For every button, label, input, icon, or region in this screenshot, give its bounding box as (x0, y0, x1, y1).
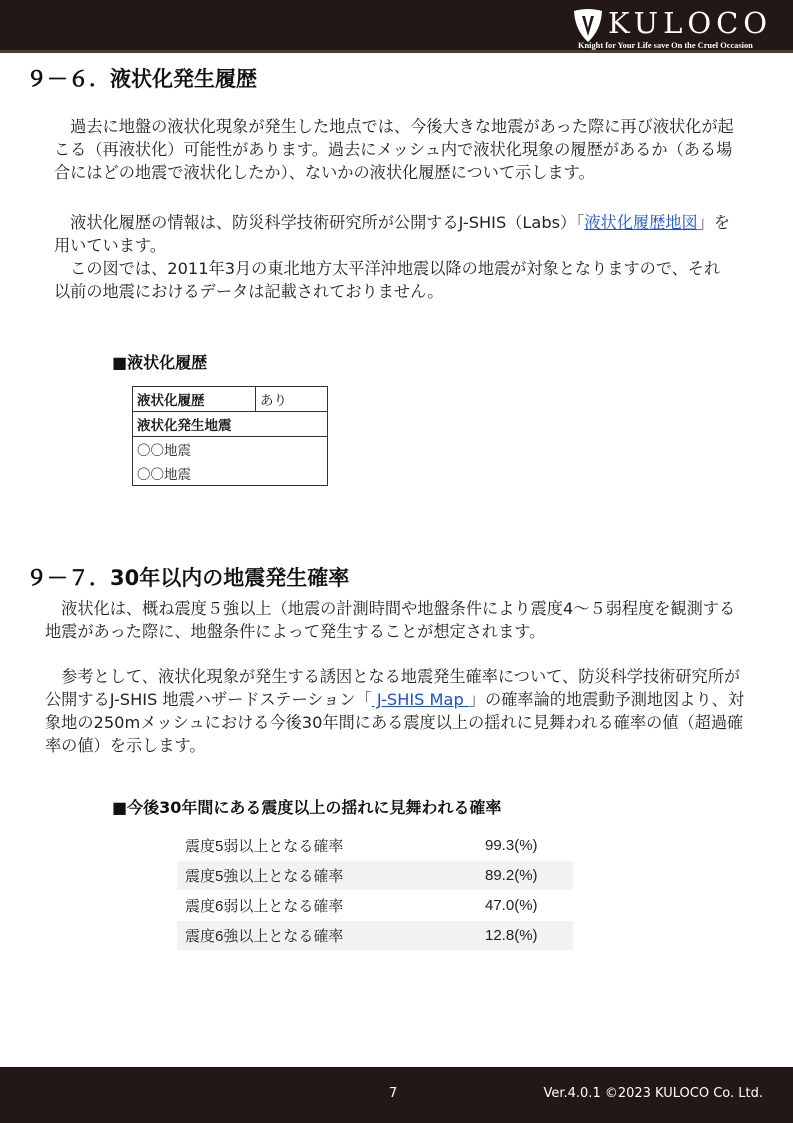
history-label: 液状化履歴 (133, 387, 256, 412)
section-9-6-paragraph-2 (54, 211, 734, 257)
copyright: Ver.4.0.1 ©2023 KULOCO Co. Ltd. (543, 1086, 763, 1101)
table-row (133, 461, 328, 486)
probability-value: 47.0(%) (477, 891, 573, 921)
brand-name: KULOCO (608, 6, 773, 40)
section-9-6-paragraph-1: 過去に地盤の液状化現象が発生した地点では、今後大きな地震があった際に再び液状化が起こる（再液状化）可能性があります。過去にメッシュ内で液状化現象の履歴があるか（ある場合にはどの地震で液状化したか）、ないかの液状化履歴について示します。 (54, 117, 734, 182)
probability-label: 震度5弱以上となる確率 (177, 831, 477, 861)
liquefaction-history-table (132, 386, 328, 486)
paragraph-2-text-after: 」の確率論的地震動予測地図より、対象地の250mメッシュにおける今後30年間にある震度以上の揺れに見舞われる確率の値（超過確率の値）を示します。 (45, 690, 745, 755)
quake-item: 〇〇地震 (133, 437, 328, 462)
table-row (177, 861, 573, 891)
quake-label: 液状化発生地震 (133, 412, 328, 437)
probability-table-title: ■今後30年間にある震度以上の揺れに見舞われる確率 (112, 798, 502, 817)
quake-item: 〇〇地震 (133, 461, 328, 486)
section-9-7-title: ９－７．30年以内の地震発生確率 (26, 566, 350, 590)
probability-label: 震度6強以上となる確率 (177, 921, 477, 951)
paragraph-2-text-before: 参考として、液状化現象が発生する誘因となる地震発生確率について、防災科学技術研究所が公開するJ-SHIS 地震ハザードステーション「 (45, 667, 741, 709)
table-row (177, 831, 573, 861)
jshis-map-link[interactable]: J-SHIS Map (371, 690, 469, 709)
paragraph-2-text-before: 液状化履歴の情報は、防災科学技術研究所が公開するJ-SHIS（Labs）「 (54, 213, 585, 232)
table-row (133, 412, 328, 437)
table-row (133, 437, 328, 462)
section-9-6-title: ９－６．液状化発生履歴 (26, 67, 257, 91)
table-row (133, 387, 328, 412)
history-value: あり (256, 387, 328, 412)
section-9-6-paragraph-3: この図では、2011年3月の東北地方太平洋沖地震以降の地震が対象となりますので、それ以前の地震におけるデータは記載されておりません。 (54, 259, 721, 301)
paragraph-2-text-after: 」を用いています。 (54, 213, 731, 255)
probability-label: 震度6弱以上となる確率 (177, 891, 477, 921)
liquefaction-history-table-title: ■液状化履歴 (112, 353, 208, 372)
probability-table (177, 831, 573, 951)
section-9-7-paragraph-2 (45, 665, 749, 757)
liquefaction-history-map-link[interactable]: 液状化履歴地図 (584, 213, 698, 232)
probability-value: 12.8(%) (477, 921, 573, 951)
probability-value: 99.3(%) (477, 831, 573, 861)
page-header (0, 0, 793, 50)
brand-tagline: Knight for Your Life save On the Cruel Occasion (578, 41, 753, 50)
shield-icon (572, 8, 604, 44)
page-footer (0, 1067, 793, 1123)
probability-label: 震度5強以上となる確率 (177, 861, 477, 891)
kuloco-logo (572, 4, 772, 50)
table-row (177, 891, 573, 921)
table-row (177, 921, 573, 951)
page-number: 7 (389, 1086, 398, 1101)
section-9-7-paragraph-1: 液状化は、概ね震度５強以上（地震の計測時間や地盤条件により震度4～５弱程度を観測する地震があった際に、地盤条件によって発生することが想定されます。 (45, 599, 736, 641)
header-divider (0, 50, 793, 53)
probability-value: 89.2(%) (477, 861, 573, 891)
